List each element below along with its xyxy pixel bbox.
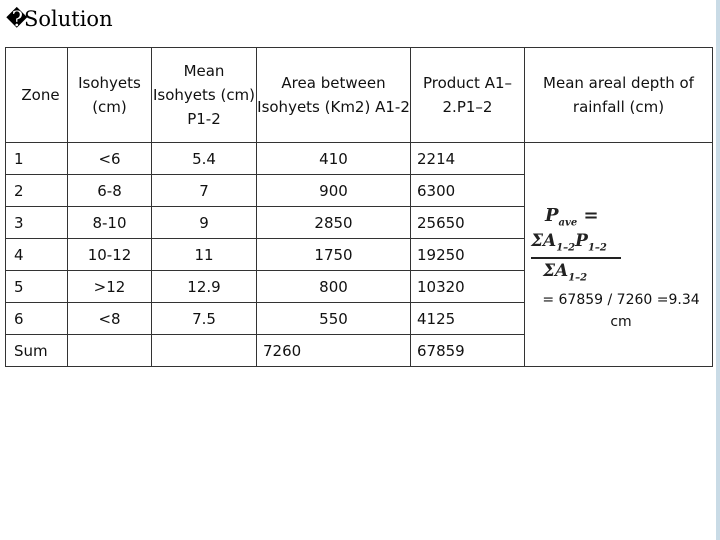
- cell-mean: 7.5: [152, 303, 257, 335]
- table-row: [6, 143, 713, 175]
- sum-empty-isohyets: [68, 335, 152, 367]
- cell-mean: 5.4: [152, 143, 257, 175]
- cell-product: 25650: [411, 207, 525, 239]
- rainfall-table: [5, 47, 713, 367]
- cell-product: 4125: [411, 303, 525, 335]
- header-mean-areal: Mean areal depth of rainfall (cm): [525, 48, 713, 143]
- header-mean-isohyets: Mean Isohyets (cm) P1-2: [152, 48, 257, 143]
- cell-zone: 2: [6, 175, 68, 207]
- cell-mean: 7: [152, 175, 257, 207]
- cell-isohyets: 10-12: [68, 239, 152, 271]
- right-accent-bar: [716, 0, 720, 540]
- cell-product: 6300: [411, 175, 525, 207]
- cell-area: 410: [257, 143, 411, 175]
- sum-empty-mean: [152, 335, 257, 367]
- cell-area: 800: [257, 271, 411, 303]
- formula-lhs: $P_{ave}$ =: [545, 205, 599, 229]
- header-product: Product A1–2.P1–2: [411, 48, 525, 143]
- cell-area: 2850: [257, 207, 411, 239]
- cell-isohyets: 8-10: [68, 207, 152, 239]
- title-bullet: �: [6, 7, 28, 31]
- title-text: Solution: [24, 7, 113, 31]
- cell-mean: 12.9: [152, 271, 257, 303]
- header-zone: Zone: [6, 48, 68, 143]
- sum-label: Sum: [6, 335, 68, 367]
- cell-area: 550: [257, 303, 411, 335]
- cell-mean: 11: [152, 239, 257, 271]
- cell-isohyets: 6-8: [68, 175, 152, 207]
- page-title: [6, 4, 113, 34]
- cell-zone: 4: [6, 239, 68, 271]
- cell-isohyets: <8: [68, 303, 152, 335]
- sum-product: 67859: [411, 335, 525, 367]
- cell-zone: 3: [6, 207, 68, 239]
- cell-isohyets: <6: [68, 143, 152, 175]
- cell-isohyets: >12: [68, 271, 152, 303]
- header-area: Area between Isohyets (Km2) A1-2: [257, 48, 411, 143]
- cell-product: 2214: [411, 143, 525, 175]
- mean-areal-depth-cell: [525, 143, 713, 367]
- formula-result: = 67859 / 7260 =9.34 cm: [542, 292, 700, 330]
- cell-zone: 5: [6, 271, 68, 303]
- formula-denominator: $\Sigma A_{1-2}$: [543, 261, 588, 284]
- formula-numerator: $\Sigma A_{1-2}P_{1-2}$: [531, 231, 607, 254]
- cell-area: 900: [257, 175, 411, 207]
- cell-product: 19250: [411, 239, 525, 271]
- cell-area: 1750: [257, 239, 411, 271]
- header-row: [6, 48, 713, 143]
- cell-mean: 9: [152, 207, 257, 239]
- sum-area: 7260: [257, 335, 411, 367]
- cell-product: 10320: [411, 271, 525, 303]
- cell-zone: 1: [6, 143, 68, 175]
- cell-zone: 6: [6, 303, 68, 335]
- fraction-bar: [531, 257, 621, 259]
- header-isohyets: Isohyets (cm): [68, 48, 152, 143]
